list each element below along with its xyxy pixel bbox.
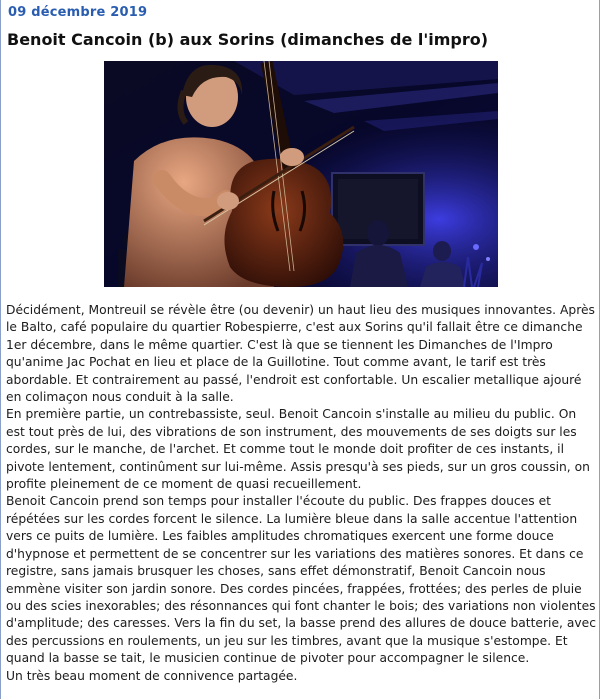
post-photo[interactable] (104, 61, 498, 287)
post-title[interactable]: Benoit Cancoin (b) aux Sorins (dimanches de l'impro) (7, 30, 489, 49)
post-paragraph: Benoit Cancoin prend son temps pour installer l'écoute du public. Des frappes douces et répétées sur les cordes forcent le silence. La lumière bleue dans la salle accentue l'attention vers ce puits de lumière. Les faibles amplitudes chromatiques exercent une forme douce d'hypnose et permettent de se concentrer sur les variations des matières sonores. Et dans ce registre, sans jamais brusquer les choses, sans effet démonstratif, Benoit Cancoin nous emmène visiter son jardin sonore. Des cordes pincées, frappées, frottées; des perles de pluie ou des scies inexorables; des résonnances qui font chanter le bois; des variations non violentes d'amplitude; des caresses. Vers la fin du set, la basse prend des allures de douce batterie, avec des percussions en roulements, un jeu sur les timbres, avant que la musique s'estompe. Et quand la basse se tait, le musicien continue de pivoter pour accompagner le silence. (6, 494, 596, 666)
post-paragraph: Un très beau moment de connivence partagée. (6, 668, 298, 683)
post-date: 09 décembre 2019 (8, 5, 148, 20)
post-paragraph: Décidément, Montreuil se révèle être (ou devenir) un haut lieu des musiques innovantes. Après le Balto, café populaire du quartier Robespierre, c'est aux Sorins qu'il fallait être ce dimanche 1er décembre, dans le même quartier. C'est là que se tiennent les Dimanches de l'Impro qu'anime Jac Pochat en lieu et place de la Guillotine. Tout comme avant, le tarif est très abordable. Et contrairement au passé, l'endroit est confortable. Un escalier metallique ajouré en colimaçon nous conduit à la salle. (6, 303, 595, 405)
post-body (6, 302, 596, 685)
post-paragraph: En première partie, un contrebassiste, seul. Benoit Cancoin s'installe au milieu du public. On est tout près de lui, des vibrations de son instrument, des mouvements de ses doigts sur les cordes, sur le manche, de l'archet. Et comme tout le monde doit profiter de ces instants, il pivote lentement, continûment sur lui-même. Assis presqu'à ses pieds, sur un gros coussin, on profite pleinement de ce moment de quasi recueillement. (6, 407, 590, 492)
photo-contrebassiste-image (104, 61, 498, 287)
